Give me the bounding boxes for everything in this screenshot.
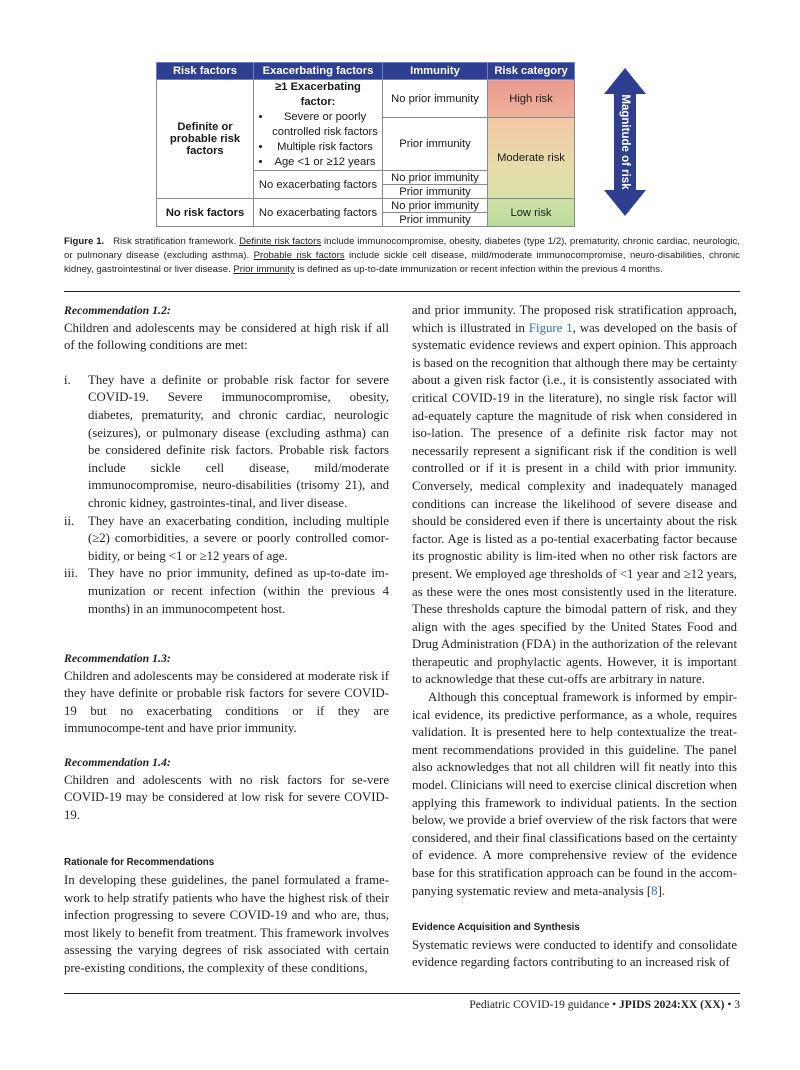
cell-definite-risk: Definite or probable risk factors xyxy=(157,80,254,199)
list-item xyxy=(64,513,389,566)
rec-1-4-heading: Recommendation 1.4: xyxy=(64,755,171,770)
rec-1-2-intro: Children and adolescents may be considered at high risk if all of the following conditions are met: xyxy=(64,320,389,353)
journal-citation: JPIDS 2024:XX (XX) xyxy=(619,999,725,1011)
left-column xyxy=(64,302,389,978)
rationale-heading: Rationale for Recommendations xyxy=(64,857,215,869)
body-paragraph xyxy=(412,302,737,689)
evidence-text: Systematic reviews were conducted to identify and consolidate evidence regarding factors contributing to an increased risk of xyxy=(412,937,737,970)
rec-1-2-list xyxy=(64,372,389,618)
cell-no-exacerbating: No exacerbating factors xyxy=(254,199,383,227)
body-paragraph xyxy=(412,689,737,900)
caption-probable-text: include sickle cell disease, mild/moderate immunocompromise, neuro-disabilities, chronic kidney, gastrointestinal or liver disease. xyxy=(64,250,740,275)
cell-high-risk: High risk xyxy=(488,80,575,118)
caption-definite-term: Definite risk factors xyxy=(239,236,322,247)
cell-no-prior-immunity: No prior immunity xyxy=(383,171,488,185)
list-item xyxy=(64,565,389,618)
header-immunity: Immunity xyxy=(383,63,488,80)
exacerbating-heading: ≥1 Exacerbating factor: xyxy=(275,81,361,108)
cell-no-risk-factors: No risk factors xyxy=(157,199,254,227)
rec-1-4-text: Children and adolescents with no risk factors for se-vere COVID-19 may be considered at low risk for severe COVID-19. xyxy=(64,772,389,822)
exacerbating-item: • Severe or poorly controlled risk factors xyxy=(272,110,378,140)
exacerbating-list xyxy=(258,110,378,170)
header-risk-factors: Risk factors xyxy=(157,63,254,80)
cell-low-risk: Low risk xyxy=(488,199,575,227)
table-row xyxy=(157,199,575,213)
paragraph-text: Although this conceptual framework is informed by empir-ical evidence, its predictive performance, as a whole, requires validation. It is presented here to help contextualize the treat-ment recommendations provided in this guideline. The panel also acknowledges that not all children will fit neatly into this model. Clinicians will need to exercise clinical discretion when applying this framework to individual patients. In the section below, we provide a brief overview of the risk factors that were considered, and their final classifications based on the certainty of evidence. A more comprehensive review of the evidence base for this stratification approach can be found in the accom-panying systematic review and meta-analysis [ xyxy=(412,690,737,898)
cell-exacerbating-list xyxy=(254,80,383,171)
caption-title: Risk stratification framework. xyxy=(113,236,237,247)
rec-1-2-heading: Recommendation 1.2: xyxy=(64,303,171,317)
cell-prior-immunity: Prior immunity xyxy=(383,185,488,199)
figure-1-link[interactable]: Figure 1 xyxy=(528,320,573,335)
list-text: They have an exacerbating condition, including multiple (≥2) comorbidities, a severe or poorly controlled comor-bidity, or being <1 or ≥12 years of age. xyxy=(88,513,389,563)
figure-1 xyxy=(156,62,646,226)
list-number: i. xyxy=(64,372,71,387)
caption-immunity-text: is defined as up-to-date immunization or recent infection within the previous 4 months. xyxy=(297,264,663,275)
caption-probable-term: Probable risk factors xyxy=(253,250,345,261)
table-header-row xyxy=(157,63,575,80)
rec-1-3-heading: Recommendation 1.3: xyxy=(64,651,171,666)
running-title: Pediatric COVID-19 guidance xyxy=(469,999,610,1011)
footer-divider xyxy=(64,993,740,994)
header-exacerbating-factors: Exacerbating factors xyxy=(254,63,383,80)
cell-prior-immunity: Prior immunity xyxy=(383,118,488,171)
list-number: iii. xyxy=(64,566,78,581)
right-column xyxy=(412,302,737,972)
caption-divider xyxy=(64,291,740,292)
magnitude-label: Magnitude of risk xyxy=(619,94,631,190)
evidence-heading: Evidence Acquisition and Synthesis xyxy=(412,922,580,934)
figure-label: Figure 1. xyxy=(64,236,105,247)
magnitude-arrow xyxy=(604,68,646,216)
list-number: ii. xyxy=(64,513,75,528)
caption-definite-text: include immunocompromise, obesity, diabetes (type 1/2), prematurity, chronic cardiac, neurologic, or pulmonary disease (excluding asthma). xyxy=(64,236,740,261)
page-footer xyxy=(469,999,740,1011)
paragraph-text: , was developed on the basis of systematic evidence reviews and expert opinion. This approach is based on the recognition that although there may be certainty about a given risk factor (i.e., it is consistently associated with critical COVID-19 in the literature), no single risk factor will ad-equately capture the magnitude of risk when considered in iso-lation. The presence of a definite risk factor may not necessarily represent a significant risk if the condition is well controlled or if it is present in a child with prior immunity. Conversely, medical complexity and inadequately managed conditions can increase the likelihood of severe disease and should be considered even if there is uncertainty about the risk factor. Age is listed as a po-tential exacerbating factor because its prognostic ability is lim-ited when no other risk factors are present. We employed age thresholds of <1 year and ≥12 years, as these were the ones most consistently used in the literature. These thresholds capture the bimodal pattern of risk, and they align with the ages specified by the United States Food and Drug Administration (FDA) in the authorization of the relevant therapeutic and prophylactic agents. However, it is important to acknowledge that these cut-offs are arbitrary in nature. xyxy=(412,320,737,687)
caption-immunity-term: Prior immunity xyxy=(233,264,295,275)
header-risk-category: Risk category xyxy=(488,63,575,80)
list-text: They have a definite or probable risk factor for severe COVID-19. Severe immunocompromise, obesity, diabetes, prematurity, and chronic cardiac, neurologic (seizures), or pulmonary disease (excluding asthma) can be considered definite risk factors. Probable risk factors include sickle cell disease, mild/moderate immunocompromise, neuro-disabilities (trisomy 21), and chronic kidney, gastrointes-tinal, and liver disease. xyxy=(88,372,389,510)
footer-bullet: • xyxy=(727,999,732,1011)
cell-no-prior-immunity: No prior immunity xyxy=(383,80,488,118)
table-row xyxy=(157,80,575,118)
risk-stratification-table xyxy=(156,62,575,227)
figure-caption xyxy=(64,235,740,277)
cell-no-exacerbating: No exacerbating factors xyxy=(254,171,383,199)
footer-bullet: • xyxy=(612,999,617,1011)
cell-moderate-risk: Moderate risk xyxy=(488,118,575,199)
rationale-text: In developing these guidelines, the panel formulated a frame-work to help stratify patients who have the highest risk of their infection progressing to severe COVID-19 and who are, thus, most likely to benefit from treatment. This framework involves assessing the varying degrees of risk associated with certain pre-existing conditions, the complexity of these conditions, xyxy=(64,873,389,975)
list-item xyxy=(64,372,389,513)
paragraph-text: ]. xyxy=(657,883,666,898)
exacerbating-item: • Multiple risk factors xyxy=(272,140,378,155)
cell-no-prior-immunity: No prior immunity xyxy=(383,199,488,213)
rec-1-3-text: Children and adolescents may be considered at moderate risk if they have definite or probable risk factors for severe COVID-19 but no exacerbating conditions or if they are immunocompe-tent and have prior immunity. xyxy=(64,668,389,736)
exacerbating-item: • Age <1 or ≥12 years xyxy=(272,155,378,170)
page-number: 3 xyxy=(734,999,740,1011)
paragraph-text: and prior immunity. The proposed risk stratification approach, which is illustrated in xyxy=(412,303,737,335)
list-text: They have no prior immunity, defined as up-to-date im-munization or recent infection (within the previous 4 months) in an immunocompetent host. xyxy=(88,566,389,616)
cell-prior-immunity: Prior immunity xyxy=(383,213,488,227)
reference-link[interactable]: 8 xyxy=(651,883,658,898)
